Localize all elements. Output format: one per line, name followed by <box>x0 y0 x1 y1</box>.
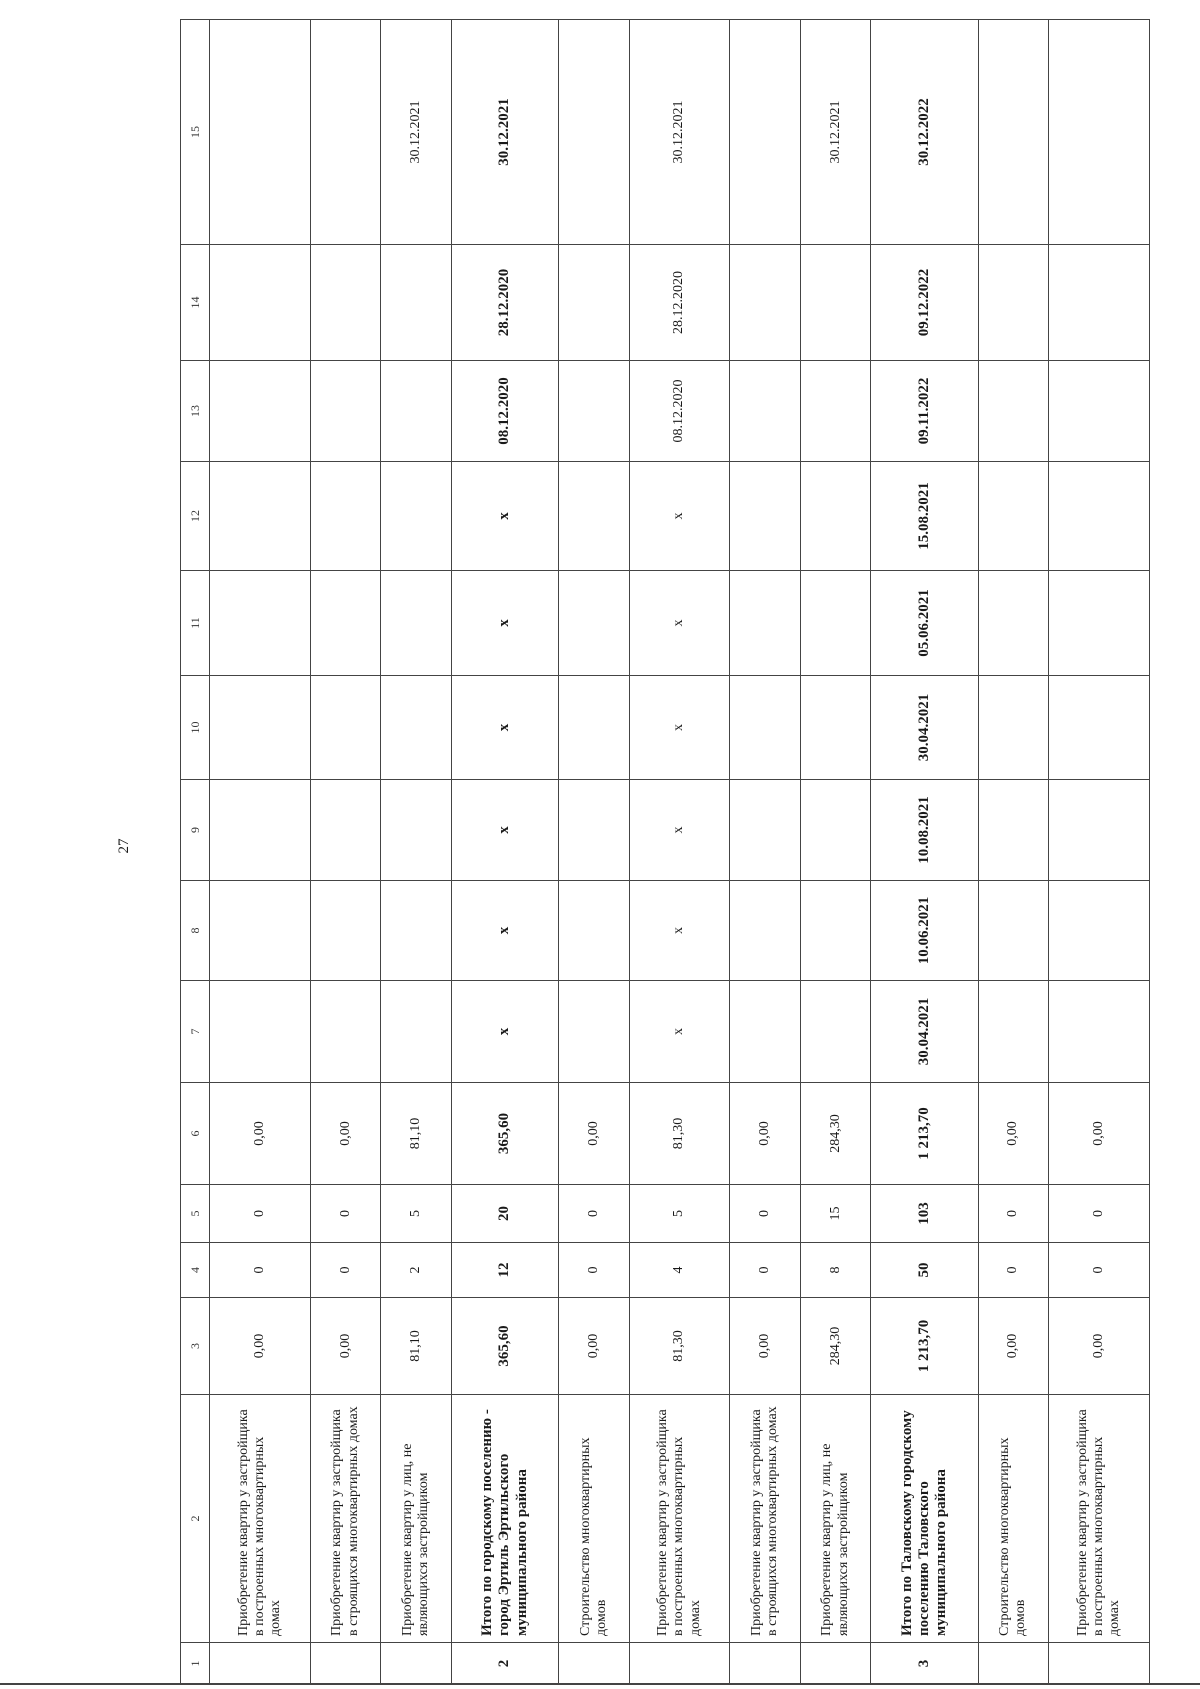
row-value-cell: 10.06.2021 <box>871 881 978 981</box>
row-name-cell: Приобретение квартир у лиц, не являющихся застройщиком <box>800 1395 870 1643</box>
row-value-cell <box>310 881 380 981</box>
row-name-cell: Приобретение квартир у застройщика в строящихся многоквартирных домах <box>730 1395 800 1643</box>
row-index-cell <box>1049 1643 1150 1685</box>
row-value-cell <box>210 780 311 881</box>
row-index-cell <box>310 1643 380 1685</box>
row-value-cell <box>310 676 380 780</box>
row-value-cell <box>1049 881 1150 981</box>
row-value-cell <box>800 676 870 780</box>
row-value-cell <box>559 361 629 462</box>
row-value-cell <box>730 881 800 981</box>
row-value-cell <box>1049 780 1150 881</box>
row-value-cell <box>559 780 629 881</box>
row-value-cell <box>1049 981 1150 1083</box>
column-header: 15 <box>181 20 210 245</box>
table-row <box>451 20 558 1685</box>
row-value-cell: x <box>451 571 558 676</box>
row-value-cell <box>210 571 311 676</box>
row-value-cell: 0 <box>978 1185 1048 1243</box>
row-value-cell: x <box>629 881 730 981</box>
table-row <box>381 20 451 1685</box>
row-value-cell: 12 <box>451 1243 558 1298</box>
row-value-cell <box>730 780 800 881</box>
column-header: 4 <box>181 1243 210 1298</box>
row-value-cell <box>978 881 1048 981</box>
row-value-cell: 0 <box>1049 1243 1150 1298</box>
row-value-cell <box>381 245 451 361</box>
row-value-cell <box>730 676 800 780</box>
row-value-cell: 30.12.2021 <box>451 20 558 245</box>
row-value-cell: 0,00 <box>210 1298 311 1395</box>
row-value-cell: 15.08.2021 <box>871 462 978 571</box>
row-value-cell: 30.12.2021 <box>381 20 451 245</box>
row-value-cell: 08.12.2020 <box>451 361 558 462</box>
row-value-cell: 05.06.2021 <box>871 571 978 676</box>
row-value-cell <box>310 361 380 462</box>
row-value-cell: 0 <box>978 1243 1048 1298</box>
row-value-cell <box>210 462 311 571</box>
row-value-cell: 1 213,70 <box>871 1298 978 1395</box>
row-value-cell: 0,00 <box>978 1083 1048 1185</box>
row-value-cell: 81,30 <box>629 1298 730 1395</box>
row-value-cell: 15 <box>800 1185 870 1243</box>
column-header: 8 <box>181 881 210 981</box>
row-value-cell <box>800 981 870 1083</box>
row-value-cell: x <box>451 981 558 1083</box>
page-number: 27 <box>116 838 132 854</box>
column-header: 11 <box>181 571 210 676</box>
row-value-cell: 20 <box>451 1185 558 1243</box>
row-value-cell: x <box>629 462 730 571</box>
row-value-cell <box>559 881 629 981</box>
row-value-cell <box>310 20 380 245</box>
row-value-cell <box>381 881 451 981</box>
column-header: 10 <box>181 676 210 780</box>
row-value-cell: 0,00 <box>310 1083 380 1185</box>
row-value-cell: 81,10 <box>381 1298 451 1395</box>
row-value-cell: 08.12.2020 <box>629 361 730 462</box>
row-value-cell: 0,00 <box>310 1298 380 1395</box>
row-value-cell: 09.12.2022 <box>871 245 978 361</box>
row-value-cell: 365,60 <box>451 1083 558 1185</box>
table-row <box>629 20 730 1685</box>
row-value-cell <box>730 20 800 245</box>
row-name-cell: Приобретение квартир у застройщика в построенных многоквартирных домах <box>629 1395 730 1643</box>
row-value-cell: x <box>451 462 558 571</box>
row-value-cell: 284,30 <box>800 1298 870 1395</box>
row-value-cell: 0,00 <box>1049 1083 1150 1185</box>
row-value-cell: 30.04.2021 <box>871 676 978 780</box>
row-value-cell: 0,00 <box>210 1083 311 1185</box>
row-value-cell <box>559 676 629 780</box>
row-value-cell <box>1049 462 1150 571</box>
table-row <box>730 20 800 1685</box>
column-header: 12 <box>181 462 210 571</box>
row-value-cell: 0,00 <box>978 1298 1048 1395</box>
row-value-cell <box>978 20 1048 245</box>
row-index-cell <box>730 1643 800 1685</box>
row-value-cell: 30.04.2021 <box>871 981 978 1083</box>
row-value-cell <box>1049 245 1150 361</box>
row-value-cell <box>381 462 451 571</box>
row-value-cell <box>210 20 311 245</box>
row-value-cell: x <box>451 780 558 881</box>
row-value-cell <box>381 361 451 462</box>
table-row <box>559 20 629 1685</box>
row-value-cell <box>800 571 870 676</box>
row-index-cell <box>559 1643 629 1685</box>
row-value-cell <box>800 361 870 462</box>
row-value-cell <box>381 780 451 881</box>
row-value-cell <box>381 676 451 780</box>
row-value-cell <box>978 245 1048 361</box>
header-row <box>181 20 210 1685</box>
row-value-cell: 50 <box>871 1243 978 1298</box>
row-value-cell: x <box>629 981 730 1083</box>
row-value-cell <box>1049 20 1150 245</box>
row-value-cell: 4 <box>629 1243 730 1298</box>
column-header: 3 <box>181 1298 210 1395</box>
row-value-cell <box>210 981 311 1083</box>
row-value-cell: 30.12.2021 <box>629 20 730 245</box>
row-index-cell <box>978 1643 1048 1685</box>
row-value-cell <box>210 881 311 981</box>
bottom-rule <box>0 1683 1200 1685</box>
column-header: 6 <box>181 1083 210 1185</box>
row-value-cell <box>210 361 311 462</box>
row-index-cell <box>381 1643 451 1685</box>
row-value-cell <box>730 981 800 1083</box>
row-value-cell <box>730 571 800 676</box>
column-header: 13 <box>181 361 210 462</box>
table-row <box>871 20 978 1685</box>
row-value-cell: 0 <box>559 1243 629 1298</box>
row-value-cell <box>210 676 311 780</box>
row-value-cell <box>310 780 380 881</box>
row-name-cell: Итого по Таловскому городскому поселению Таловского муниципального района <box>871 1395 978 1643</box>
row-name-cell: Итого по городскому поселению - город Эртиль Эртильского муниципального района <box>451 1395 558 1643</box>
row-value-cell <box>978 571 1048 676</box>
row-value-cell: 28.12.2020 <box>629 245 730 361</box>
row-value-cell: 0 <box>310 1243 380 1298</box>
table-row <box>800 20 870 1685</box>
column-header: 1 <box>181 1643 210 1685</box>
row-value-cell: x <box>629 780 730 881</box>
row-value-cell <box>559 20 629 245</box>
row-value-cell: x <box>451 676 558 780</box>
row-value-cell: x <box>629 676 730 780</box>
row-name-cell: Строительство многоквартирных домов <box>978 1395 1048 1643</box>
row-value-cell <box>978 676 1048 780</box>
row-value-cell: 0,00 <box>559 1298 629 1395</box>
row-value-cell <box>559 462 629 571</box>
table-row <box>310 20 380 1685</box>
row-value-cell <box>800 780 870 881</box>
column-header: 14 <box>181 245 210 361</box>
column-header: 2 <box>181 1395 210 1643</box>
row-value-cell <box>1049 361 1150 462</box>
row-value-cell: 5 <box>629 1185 730 1243</box>
row-value-cell <box>800 881 870 981</box>
row-value-cell: 0 <box>210 1185 311 1243</box>
row-value-cell: 30.12.2022 <box>871 20 978 245</box>
row-value-cell: 103 <box>871 1185 978 1243</box>
housing-table <box>180 19 1150 1685</box>
row-value-cell <box>1049 571 1150 676</box>
row-index-cell: 3 <box>871 1643 978 1685</box>
row-value-cell: 0 <box>210 1243 311 1298</box>
row-value-cell <box>800 245 870 361</box>
table-container <box>180 20 1150 1685</box>
row-value-cell: 2 <box>381 1243 451 1298</box>
row-value-cell: 0,00 <box>1049 1298 1150 1395</box>
row-value-cell <box>381 571 451 676</box>
row-value-cell <box>381 981 451 1083</box>
row-value-cell: 0 <box>730 1185 800 1243</box>
row-value-cell <box>310 981 380 1083</box>
row-value-cell: 30.12.2021 <box>800 20 870 245</box>
row-index-cell <box>800 1643 870 1685</box>
row-value-cell: 1 213,70 <box>871 1083 978 1185</box>
row-value-cell: 284,30 <box>800 1083 870 1185</box>
row-index-cell <box>629 1643 730 1685</box>
row-value-cell <box>730 245 800 361</box>
row-value-cell <box>978 462 1048 571</box>
column-header: 7 <box>181 981 210 1083</box>
row-value-cell <box>559 981 629 1083</box>
row-value-cell: x <box>451 881 558 981</box>
row-value-cell <box>800 462 870 571</box>
row-value-cell <box>210 245 311 361</box>
row-value-cell: 10.08.2021 <box>871 780 978 881</box>
row-value-cell: 0,00 <box>730 1083 800 1185</box>
row-value-cell <box>1049 676 1150 780</box>
row-value-cell: x <box>629 571 730 676</box>
row-value-cell: 0,00 <box>730 1298 800 1395</box>
row-value-cell: 0,00 <box>559 1083 629 1185</box>
row-value-cell: 0 <box>310 1185 380 1243</box>
row-index-cell <box>210 1643 311 1685</box>
row-value-cell: 28.12.2020 <box>451 245 558 361</box>
row-name-cell: Приобретение квартир у застройщика в построенных многоквартирных домах <box>210 1395 311 1643</box>
row-value-cell: 0 <box>1049 1185 1150 1243</box>
row-value-cell: 8 <box>800 1243 870 1298</box>
row-value-cell <box>559 571 629 676</box>
row-value-cell: 81,10 <box>381 1083 451 1185</box>
table-row <box>210 20 311 1685</box>
row-value-cell <box>978 981 1048 1083</box>
row-value-cell: 5 <box>381 1185 451 1243</box>
row-index-cell: 2 <box>451 1643 558 1685</box>
row-value-cell <box>559 245 629 361</box>
row-value-cell: 365,60 <box>451 1298 558 1395</box>
row-value-cell: 09.11.2022 <box>871 361 978 462</box>
column-header: 9 <box>181 780 210 881</box>
table-body <box>210 20 1150 1685</box>
row-name-cell: Приобретение квартир у лиц, не являющихся застройщиком <box>381 1395 451 1643</box>
row-value-cell: 81,30 <box>629 1083 730 1185</box>
row-value-cell <box>310 245 380 361</box>
row-value-cell <box>310 571 380 676</box>
row-value-cell <box>978 361 1048 462</box>
row-value-cell <box>730 361 800 462</box>
row-name-cell: Приобретение квартир у застройщика в построенных многоквартирных домах <box>1049 1395 1150 1643</box>
table-row <box>978 20 1048 1685</box>
column-header: 5 <box>181 1185 210 1243</box>
row-value-cell: 0 <box>730 1243 800 1298</box>
row-value-cell <box>730 462 800 571</box>
row-name-cell: Строительство многоквартирных домов <box>559 1395 629 1643</box>
table-row <box>1049 20 1150 1685</box>
row-value-cell <box>310 462 380 571</box>
row-value-cell <box>978 780 1048 881</box>
row-value-cell: 0 <box>559 1185 629 1243</box>
row-name-cell: Приобретение квартир у застройщика в строящихся многоквартирных домах <box>310 1395 380 1643</box>
